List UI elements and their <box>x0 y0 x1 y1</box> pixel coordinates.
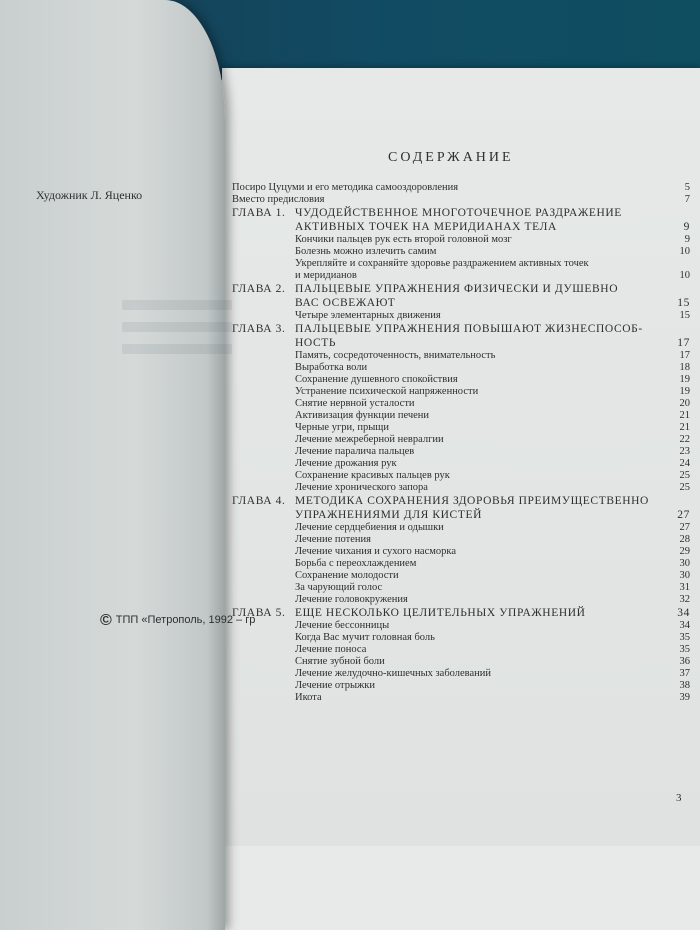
table-surface <box>222 846 700 930</box>
toc-row <box>232 246 690 258</box>
toc-row <box>232 310 690 322</box>
toc-page-number: 27 <box>679 522 690 533</box>
toc-title: СОДЕРЖАНИЕ <box>388 150 514 165</box>
toc-row <box>232 410 690 422</box>
toc-page-number: 21 <box>679 422 690 433</box>
toc-entry-title: Снятие нервной усталости <box>295 398 415 409</box>
toc-row <box>232 350 690 362</box>
toc-page-number: 15 <box>677 297 690 309</box>
toc-entry-title: Лечение желудочно-кишечных заболеваний <box>295 668 492 679</box>
toc-page-number: 10 <box>679 246 690 257</box>
toc-entry-title: УПРАЖНЕНИЯМИ ДЛЯ КИСТЕЙ <box>295 509 482 521</box>
toc-row <box>232 656 690 668</box>
toc-entry-title: НОСТЬ <box>295 337 337 349</box>
toc-entry-title: Болезнь можно излечить самим <box>295 246 437 257</box>
toc-entry-title: Снятие зубной боли <box>295 656 385 667</box>
toc-row <box>232 620 690 632</box>
toc-row <box>232 422 690 434</box>
toc-row <box>232 374 690 386</box>
toc-entry-title: Лечение межреберной невралгии <box>295 434 444 445</box>
toc-page-number: 9 <box>683 221 690 233</box>
toc-entry-title: Лечение потения <box>295 534 371 545</box>
toc-row <box>232 336 690 350</box>
toc-page-number: 22 <box>679 434 690 445</box>
toc-chapter-row <box>232 282 690 296</box>
copyright-text: ТПП «Петрополь, 1992 – гр <box>115 614 256 626</box>
toc-page-number: 19 <box>679 386 690 397</box>
bleed-through-line <box>122 300 232 310</box>
toc-page-number: 19 <box>679 374 690 385</box>
toc-entry-title: Посиро Цуцуми и его методика самооздоровления <box>232 182 459 193</box>
toc-page-number: 17 <box>677 337 690 349</box>
toc-row <box>232 668 690 680</box>
toc-entry-title: Лечение бессонницы <box>295 620 390 631</box>
toc-page-number: 30 <box>679 570 690 581</box>
toc-entry-title: и меридианов <box>295 270 357 281</box>
toc-page-number: 35 <box>679 632 690 643</box>
toc-row <box>232 632 690 644</box>
toc-entry-title: Выработка воли <box>295 362 368 373</box>
toc-row <box>232 522 690 534</box>
toc-page-number: 28 <box>679 534 690 545</box>
toc-page-number: 21 <box>679 410 690 421</box>
toc-entry-title: Борьба с переохлаждением <box>295 558 417 569</box>
toc-entry-title: ЧУДОДЕЙСТВЕННОЕ МНОГОТОЧЕЧНОЕ РАЗДРАЖЕНИЕ <box>295 207 622 219</box>
toc-page-number: 9 <box>684 234 690 245</box>
toc-row <box>232 362 690 374</box>
toc-row <box>232 534 690 546</box>
toc-entry-title: Укрепляйте и сохраняйте здоровье раздражением активных точек <box>295 258 589 269</box>
toc-entry-title: ВАС ОСВЕЖАЮТ <box>295 297 396 309</box>
toc-row <box>232 458 690 470</box>
toc-entry-title: МЕТОДИКА СОХРАНЕНИЯ ЗДОРОВЬЯ ПРЕИМУЩЕСТВЕННО <box>295 495 649 507</box>
toc-entry-title: Лечение поноса <box>295 644 367 655</box>
toc-entry-title: Лечение хронического запора <box>295 482 428 493</box>
toc-row <box>232 434 690 446</box>
toc-row <box>232 258 690 270</box>
toc-row <box>232 194 690 206</box>
toc-row <box>232 182 690 194</box>
toc-page-number: 24 <box>679 458 690 469</box>
toc-entry-title: ПАЛЬЦЕВЫЕ УПРАЖНЕНИЯ ПОВЫШАЮТ ЖИЗНЕСПОСОБ- <box>295 323 643 335</box>
toc-entry-title: Лечение сердцебиения и одышки <box>295 522 444 533</box>
toc-page-number: 38 <box>679 680 690 691</box>
toc-row <box>232 234 690 246</box>
toc-entry-title: Лечение головокружения <box>295 594 408 605</box>
toc-row <box>232 680 690 692</box>
chapter-label: ГЛАВА 1. <box>232 207 286 219</box>
chapter-label: ГЛАВА 4. <box>232 495 286 507</box>
toc-row <box>232 446 690 458</box>
toc-page-number: 30 <box>679 558 690 569</box>
chapter-label: ГЛАВА 2. <box>232 283 286 295</box>
toc-entry-title: За чарующий голос <box>295 582 383 593</box>
toc-page-number: 15 <box>679 310 690 321</box>
toc-entry-title: Вместо предисловия <box>232 194 325 205</box>
toc-row <box>232 508 690 522</box>
toc-entry-title: Лечение паралича пальцев <box>295 446 415 457</box>
toc-page-number: 34 <box>677 607 690 619</box>
toc-entry-title: Лечение чихания и сухого насморка <box>295 546 457 557</box>
toc-page-number: 10 <box>679 270 690 281</box>
table-of-contents <box>232 182 690 704</box>
toc-entry-title: Сохранение молодости <box>295 570 399 581</box>
toc-entry-title: Кончики пальцев рук есть второй головной мозг <box>295 234 512 245</box>
toc-entry-title: Икота <box>295 692 322 703</box>
toc-row <box>232 594 690 606</box>
toc-row <box>232 220 690 234</box>
toc-row <box>232 270 690 282</box>
toc-row <box>232 482 690 494</box>
toc-entry-title: ПАЛЬЦЕВЫЕ УПРАЖНЕНИЯ ФИЗИЧЕСКИ И ДУШЕВНО <box>295 283 619 295</box>
toc-page-number: 7 <box>684 194 690 205</box>
chapter-label: ГЛАВА 5. <box>232 607 286 619</box>
toc-entry-title: Сохранение красивых пальцев рук <box>295 470 450 481</box>
toc-row <box>232 570 690 582</box>
toc-page-number: 18 <box>679 362 690 373</box>
toc-page-number: 32 <box>679 594 690 605</box>
toc-entry-title: Устранение психической напряженности <box>295 386 479 397</box>
toc-row <box>232 296 690 310</box>
toc-entry-title: Четыре элементарных движения <box>295 310 441 321</box>
toc-row <box>232 398 690 410</box>
toc-page-number: 36 <box>679 656 690 667</box>
toc-entry-title: Активизация функции печени <box>295 410 430 421</box>
toc-page-number: 39 <box>679 692 690 703</box>
toc-chapter-row <box>232 494 690 508</box>
toc-page-number: 23 <box>679 446 690 457</box>
toc-row <box>232 692 690 704</box>
copyright-symbol: © <box>100 612 112 629</box>
toc-entry-title: Лечение дрожания рук <box>295 458 397 469</box>
toc-chapter-row <box>232 206 690 220</box>
toc-entry-title: Сохранение душевного спокойствия <box>295 374 458 385</box>
toc-page-number: 17 <box>679 350 690 361</box>
toc-page-number: 29 <box>679 546 690 557</box>
toc-entry-title: Когда Вас мучит головная боль <box>295 632 435 643</box>
page-number: 3 <box>676 792 682 804</box>
left-page <box>0 0 256 930</box>
toc-row <box>232 470 690 482</box>
toc-page-number: 5 <box>684 182 690 193</box>
bleed-through-line <box>122 322 232 332</box>
bleed-through-line <box>122 344 232 354</box>
toc-page-number: 25 <box>679 482 690 493</box>
toc-entry-title: ЕЩЕ НЕСКОЛЬКО ЦЕЛИТЕЛЬНЫХ УПРАЖНЕНИЙ <box>295 607 586 619</box>
artist-credit: Художник Л. Яценко <box>36 188 143 202</box>
toc-chapter-row <box>232 606 690 620</box>
toc-entry-title: Память, сосредоточенность, внимательность <box>295 350 496 361</box>
toc-page-number: 27 <box>677 509 690 521</box>
copyright-line <box>100 612 256 630</box>
toc-row <box>232 386 690 398</box>
toc-page-number: 20 <box>679 398 690 409</box>
chapter-label: ГЛАВА 3. <box>232 323 286 335</box>
toc-page-number: 25 <box>679 470 690 481</box>
toc-page-number: 35 <box>679 644 690 655</box>
toc-row <box>232 546 690 558</box>
toc-page-number: 37 <box>679 668 690 679</box>
toc-row <box>232 582 690 594</box>
toc-row <box>232 644 690 656</box>
toc-page-number: 31 <box>679 582 690 593</box>
toc-entry-title: Черные угри, прыщи <box>295 422 389 433</box>
toc-row <box>232 558 690 570</box>
toc-entry-title: Лечение отрыжки <box>295 680 376 691</box>
toc-chapter-row <box>232 322 690 336</box>
toc-entry-title: АКТИВНЫХ ТОЧЕК НА МЕРИДИАНАХ ТЕЛА <box>295 221 557 233</box>
toc-page-number: 34 <box>679 620 690 631</box>
